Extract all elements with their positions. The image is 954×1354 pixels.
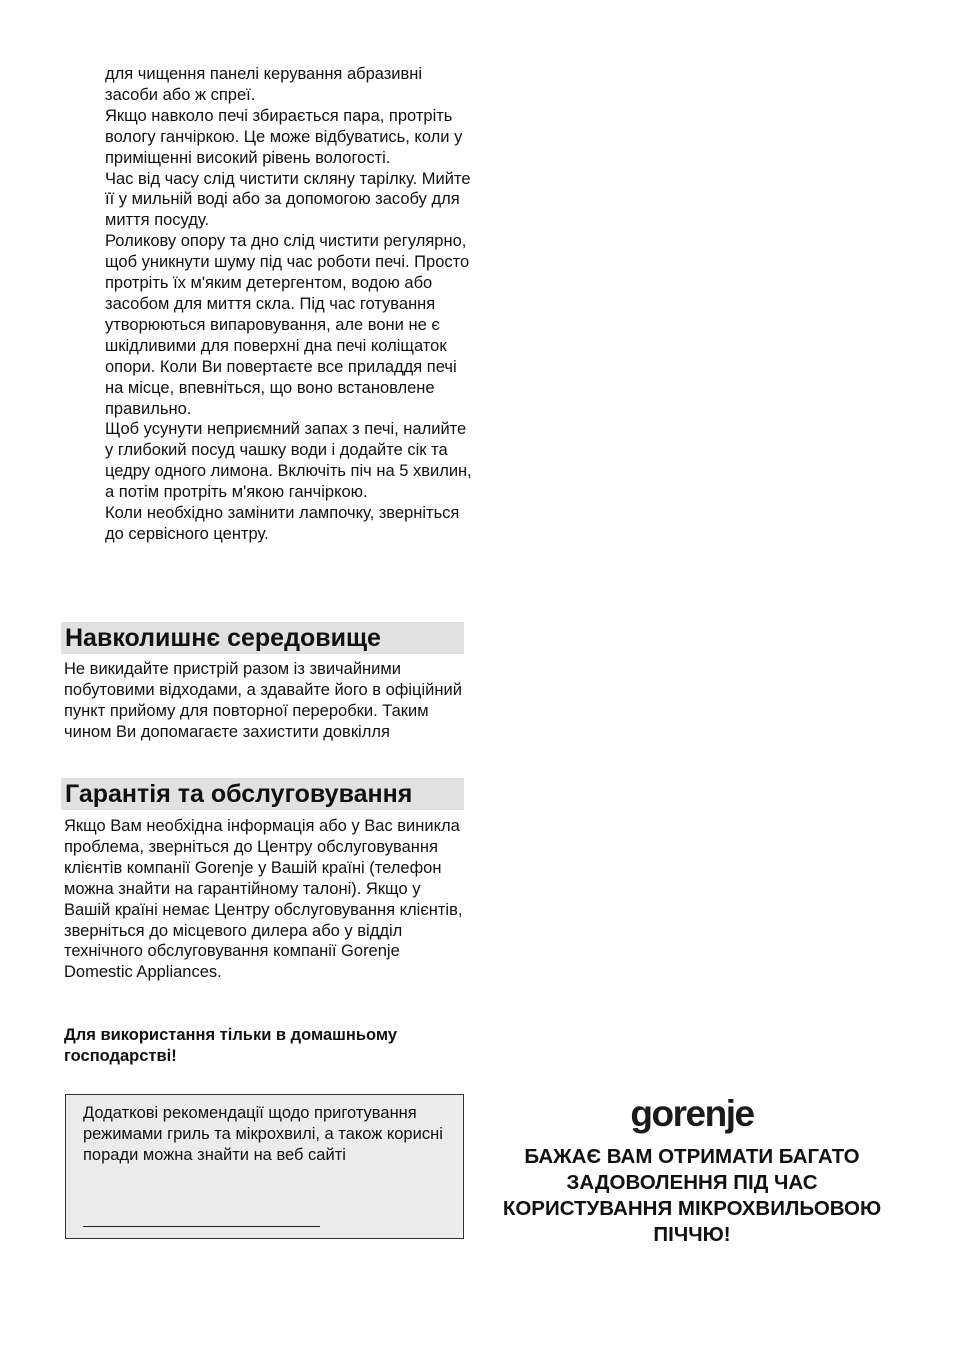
- cleaning-tip: Коли необхідно замінити лампочку, зверніться до сервісного центру.: [105, 504, 460, 543]
- gorenje-logo: gorenje: [630, 1093, 754, 1134]
- household-use-note: Для використання тільки в домашньому господарстві!: [64, 1026, 398, 1065]
- cleaning-tip: Якщо навколо печі збирається пара, протріть вологу ганчіркою. Це може відбуватись, коли у приміщенні високий рівень вологості.: [105, 106, 463, 167]
- additional-recommendations-text: Додаткові рекомендації щодо приготування режимами гриль та мікрохвилі, а також корисні поради можна знайти на веб сайті: [83, 1104, 443, 1164]
- cleaning-tip: Роликову опору та дно слід чистити регулярно, щоб уникнути шуму під час роботи печі. Просто протріть їх м'яким детергентом, водою або засобом для миття скла. Під час готування утворюються випаровування, але вони не є шкідливими для поверхні дна печі коліщаток опори. Коли Ви повертаєте все приладдя печі на місце, впевніться, що воно встановлене правильно.: [105, 232, 470, 418]
- environment-heading: Навколишнє середовище: [61, 622, 464, 654]
- environment-text: Не викидайте пристрій разом із звичайними побутовими відходами, а здавайте його в офіційний пункт прийому для повторної переробки. Таким чином Ви допомагаєте захистити довкілля: [64, 660, 462, 741]
- additional-recommendations-box: [65, 1094, 464, 1239]
- cleaning-tip: для чищення панелі керування абразивні засоби або ж спреї.: [105, 65, 423, 104]
- cleaning-tips: [105, 64, 475, 545]
- cleaning-tip: Щоб усунути неприємний запах з печі, налийте у глибокий посуд чашку води і додайте сік та цедру одного лимона. Включіть піч на 5 хвилин, а потім протріть м'якою ганчіркою.: [105, 420, 472, 502]
- brand-slogan: БАЖАЄ ВАМ ОТРИМАТИ БАГАТО ЗАДОВОЛЕННЯ ПІД ЧАС КОРИСТУВАННЯ МІКРОХВИЛЬОВОЮ ПІЧЧЮ!: [502, 1145, 882, 1246]
- warranty-heading: Гарантія та обслуговування: [61, 778, 464, 810]
- warranty-text: Якщо Вам необхідна інформація або у Вас виникла проблема, зверніться до Центру обслуговування клієнтів компанії Gorenje у Вашій країні (телефон можна знайти на гарантійному талоні). Якщо у Вашій країні немає Центру обслуговування клієнтів, зверніться до місцевого дилера або у відділ технічного обслуговування компанії Gorenje Domestic Appliances.: [64, 817, 463, 982]
- cleaning-tip: Час від часу слід чистити скляну тарілку. Мийте її у мильній воді або за допомогою засобу для миття посуду.: [105, 169, 471, 230]
- website-blank-line: [83, 1226, 320, 1227]
